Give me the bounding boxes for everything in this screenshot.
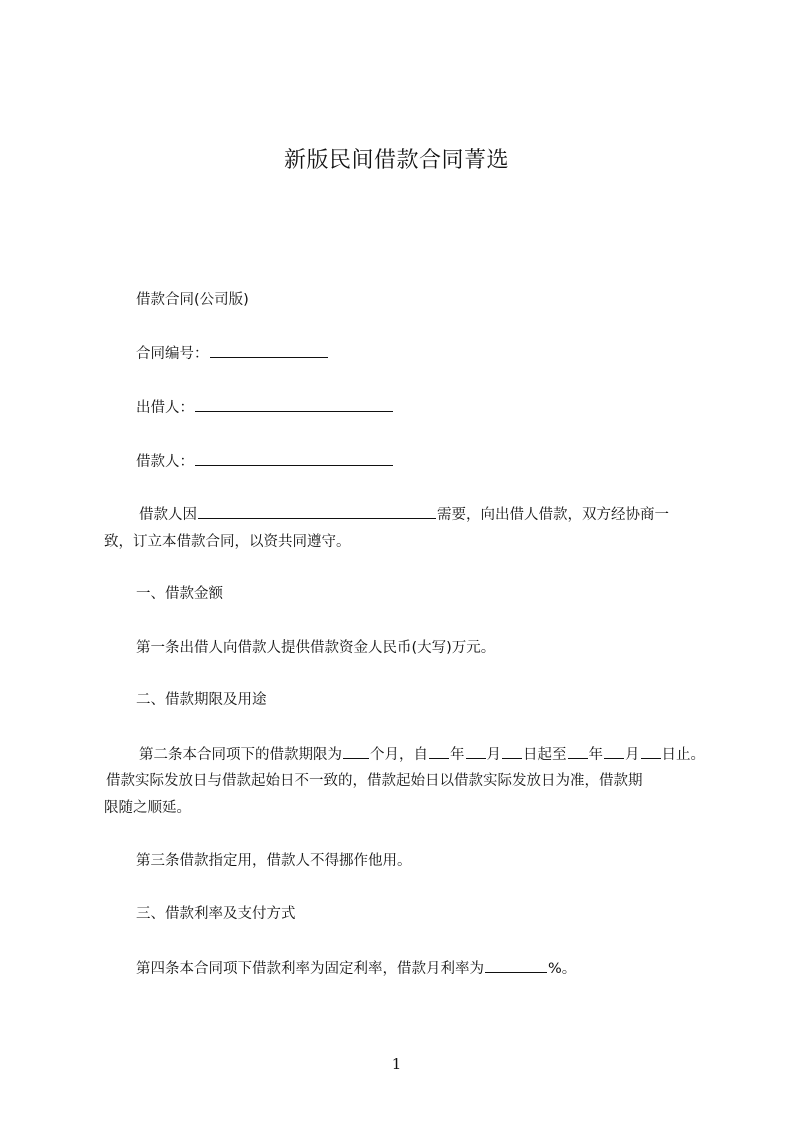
article-2-text-g: 月 xyxy=(625,747,640,763)
article-2-text-a: 第二条本合同项下的借款期限为 xyxy=(139,747,342,763)
section-1-heading: 一、借款金额 xyxy=(136,586,223,602)
paragraph-1-text-b: 需要，向出借人借款，双方经协商一 xyxy=(437,507,669,523)
document-title: 新版民间借款合同菁选 xyxy=(283,148,509,173)
article-2-text-d: 月 xyxy=(486,747,501,763)
page-number: 1 xyxy=(391,1055,402,1073)
lender-blank xyxy=(195,397,393,412)
article-2-line-1 xyxy=(139,744,705,765)
article-1: 第一条出借人向借款人提供借款资金人民币(大写)万元。 xyxy=(136,640,496,656)
article-2-text-c: 年 xyxy=(450,747,465,763)
months-blank xyxy=(343,744,369,759)
article-4 xyxy=(136,958,576,979)
contract-number-line xyxy=(136,343,329,364)
borrower-label: 借款人： xyxy=(136,454,194,470)
purpose-blank xyxy=(198,504,436,519)
contract-number-label: 合同编号： xyxy=(136,346,209,362)
end-month-blank xyxy=(604,744,624,759)
article-4-text-b: %。 xyxy=(548,961,577,977)
start-day-blank xyxy=(502,744,522,759)
section-3-heading: 三、借款利率及支付方式 xyxy=(136,906,296,922)
end-day-blank xyxy=(641,744,661,759)
borrower-line xyxy=(136,451,394,472)
start-month-blank xyxy=(466,744,486,759)
section-2-heading: 二、借款期限及用途 xyxy=(136,692,267,708)
lender-label: 出借人： xyxy=(136,400,194,416)
paragraph-1-line-2: 致，订立本借款合同，以资共同遵守。 xyxy=(104,534,351,550)
borrower-blank xyxy=(195,451,393,466)
article-2-text-e: 日起至 xyxy=(523,747,567,763)
contract-number-blank xyxy=(210,343,328,358)
end-year-blank xyxy=(568,744,588,759)
interest-rate-blank xyxy=(485,958,547,973)
lender-line xyxy=(136,397,394,418)
contract-subtitle: 借款合同(公司版) xyxy=(136,292,249,308)
article-2-text-f: 年 xyxy=(588,747,603,763)
paragraph-1-text-a: 借款人因 xyxy=(139,507,197,523)
paragraph-1-line-1 xyxy=(139,504,669,525)
article-2-text-h: 日止。 xyxy=(661,747,705,763)
article-3: 第三条借款指定用，借款人不得挪作他用。 xyxy=(136,853,412,869)
start-year-blank xyxy=(429,744,449,759)
article-2-line-2: 借款实际发放日与借款起始日不一致的，借款起始日以借款实际发放日为准，借款期 xyxy=(106,773,643,789)
article-2-line-3: 限随之顺延。 xyxy=(104,800,191,816)
article-4-text-a: 第四条本合同项下借款利率为固定利率，借款月利率为 xyxy=(136,961,484,977)
article-2-text-b: 个月，自 xyxy=(370,747,428,763)
